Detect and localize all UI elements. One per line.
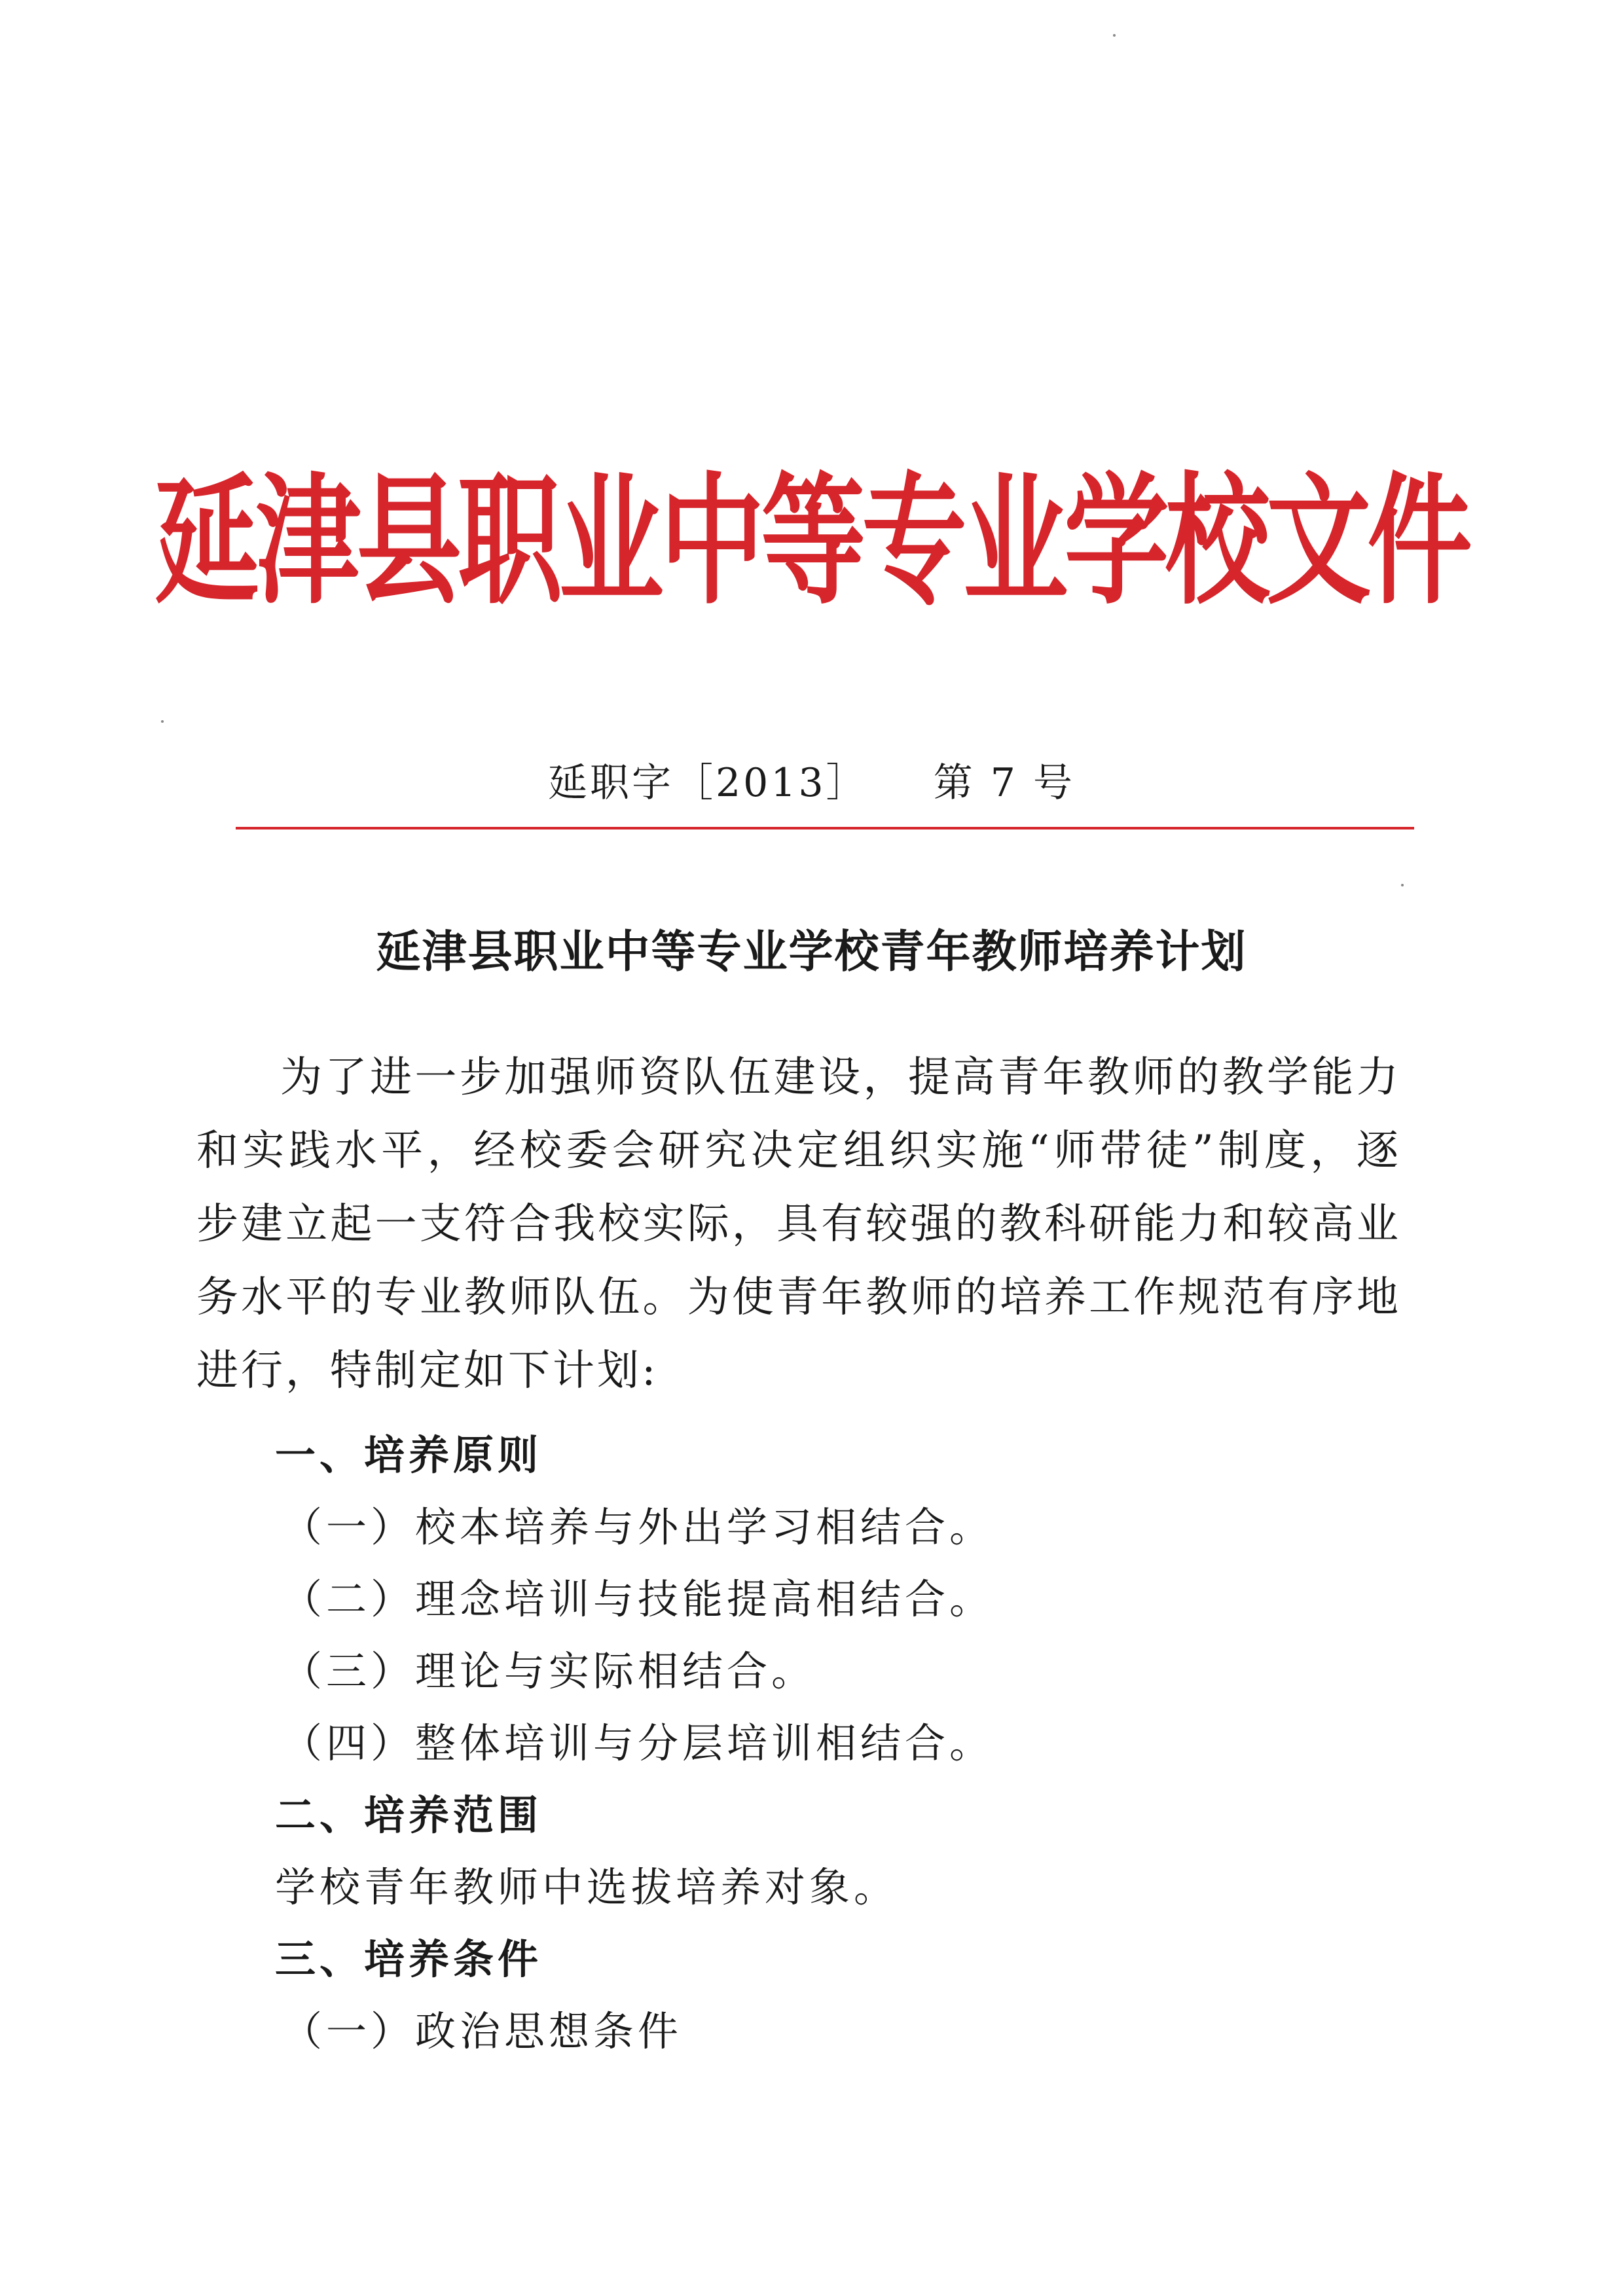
header-red-rule bbox=[236, 827, 1414, 829]
document-header-title: 延津县职业中等专业学校文件 bbox=[155, 459, 1468, 624]
principle-item-4: （四）整体培训与分层培训相结合。 bbox=[282, 1719, 994, 1767]
intro-paragraph: 为了进一步加强师资队伍建设，提高青年教师的教学能力和实践水平，经校委会研究决定组织实施“师带徒”制度，逐步建立起一支符合我校实际，具有较强的教科研能力和较高业务水平的专业教师队伍。为使青年教师的培养工作规范有序地进行，特制定如下计划: bbox=[196, 1053, 1401, 1395]
condition-item-1: （一）政治思想条件 bbox=[282, 2007, 683, 2055]
section-title-scope: 二、培养范围 bbox=[275, 1791, 543, 1839]
principle-item-1: （一）校本培养与外出学习相结合。 bbox=[282, 1503, 994, 1551]
principle-item-2: （二）理念培训与技能提高相结合。 bbox=[282, 1575, 994, 1623]
scan-speck bbox=[1113, 34, 1116, 37]
scope-text: 学校青年教师中选拔培养对象。 bbox=[275, 1863, 899, 1911]
section-title-conditions: 三、培养条件 bbox=[275, 1935, 543, 1983]
principle-item-3: （三）理论与实际相结合。 bbox=[282, 1647, 816, 1695]
scan-speck bbox=[161, 720, 164, 723]
document-number bbox=[0, 752, 1623, 808]
document-number-value: 第 7 号 bbox=[933, 760, 1076, 806]
document-number-prefix: 延职字［2013］ bbox=[547, 760, 868, 806]
document-heading: 延津县职业中等专业学校青年教师培养计划 bbox=[376, 926, 1247, 978]
scan-speck bbox=[1401, 884, 1404, 886]
section-title-principles: 一、培养原则 bbox=[275, 1431, 543, 1479]
